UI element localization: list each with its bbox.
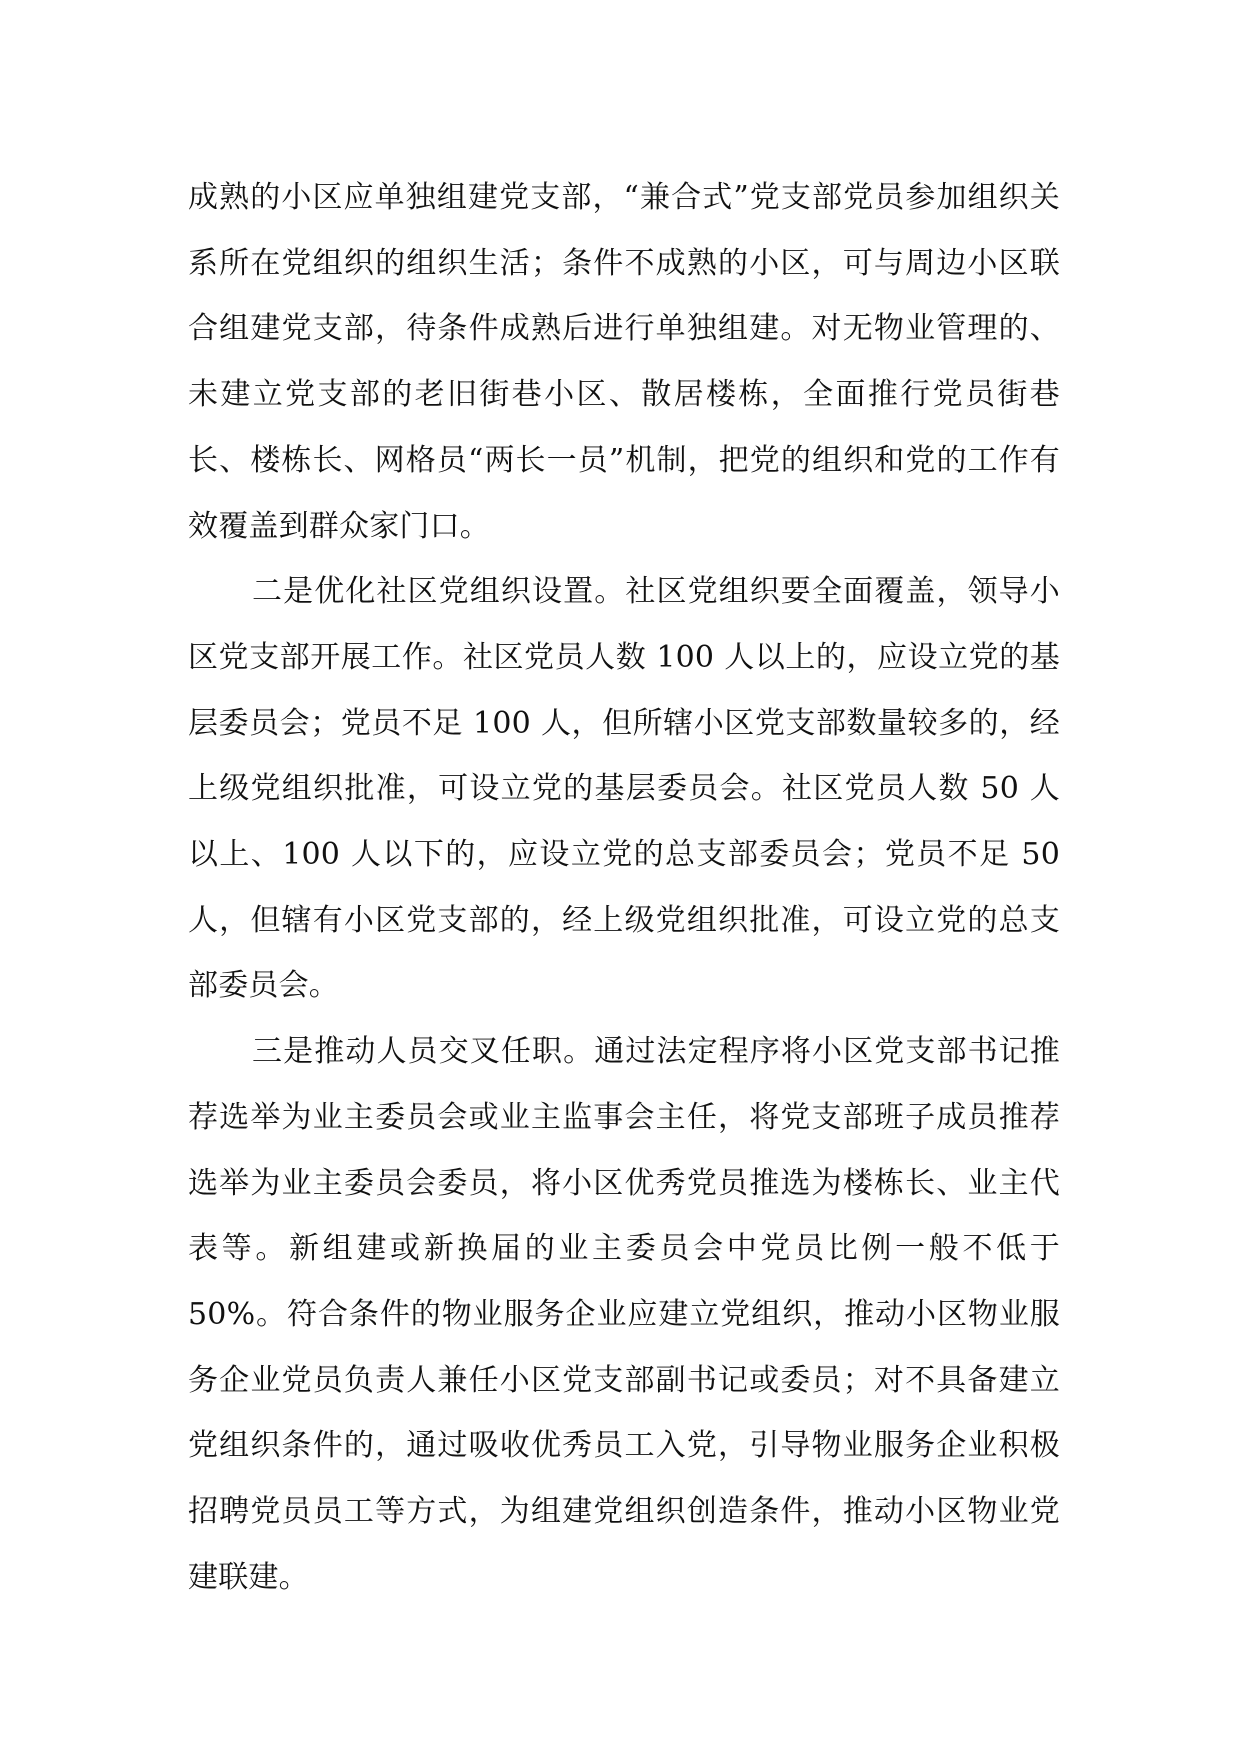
paragraph-optimize-community-party-organization: 二是优化社区党组织设置。社区党组织要全面覆盖，领导小区党支部开展工作。社区党员人数 100 人以上的，应设立党的基层委员会；党员不足 100 人，但所辖小区党支部数量较多的，经上级党组织批准，可设立党的基层委员会。社区党员人数 50 人以上、100 人以下的，应设立党的总支部委员会；党员不足 50 人，但辖有小区党支部的，经上级党组织批准，可设立党的总支部委员会。	[188, 574, 1060, 1004]
document-body	[188, 165, 1060, 1610]
paragraph-continued: 成熟的小区应单独组建党支部，“兼合式”党支部党员参加组织关系所在党组织的组织生活；条件不成熟的小区，可与周边小区联合组建党支部，待条件成熟后进行单独组建。对无物业管理的、未建立党支部的老旧街巷小区、散居楼栋，全面推行党员街巷长、楼栋长、网格员“两长一员”机制，把党的组织和党的工作有效覆盖到群众家门口。	[188, 180, 1060, 544]
paragraph-cross-appointment: 三是推动人员交叉任职。通过法定程序将小区党支部书记推荐选举为业主委员会或业主监事会主任，将党支部班子成员推荐选举为业主委员会委员，将小区优秀党员推选为楼栋长、业主代表等。新组建或新换届的业主委员会中党员比例一般不低于 50%。符合条件的物业服务企业应建立党组织，推动小区物业服务企业党员负责人兼任小区党支部副书记或委员；对不具备建立党组织条件的，通过吸收优秀员工入党，引导物业服务企业积极招聘党员员工等方式，为组建党组织创造条件，推动小区物业党建联建。	[188, 1034, 1060, 1595]
